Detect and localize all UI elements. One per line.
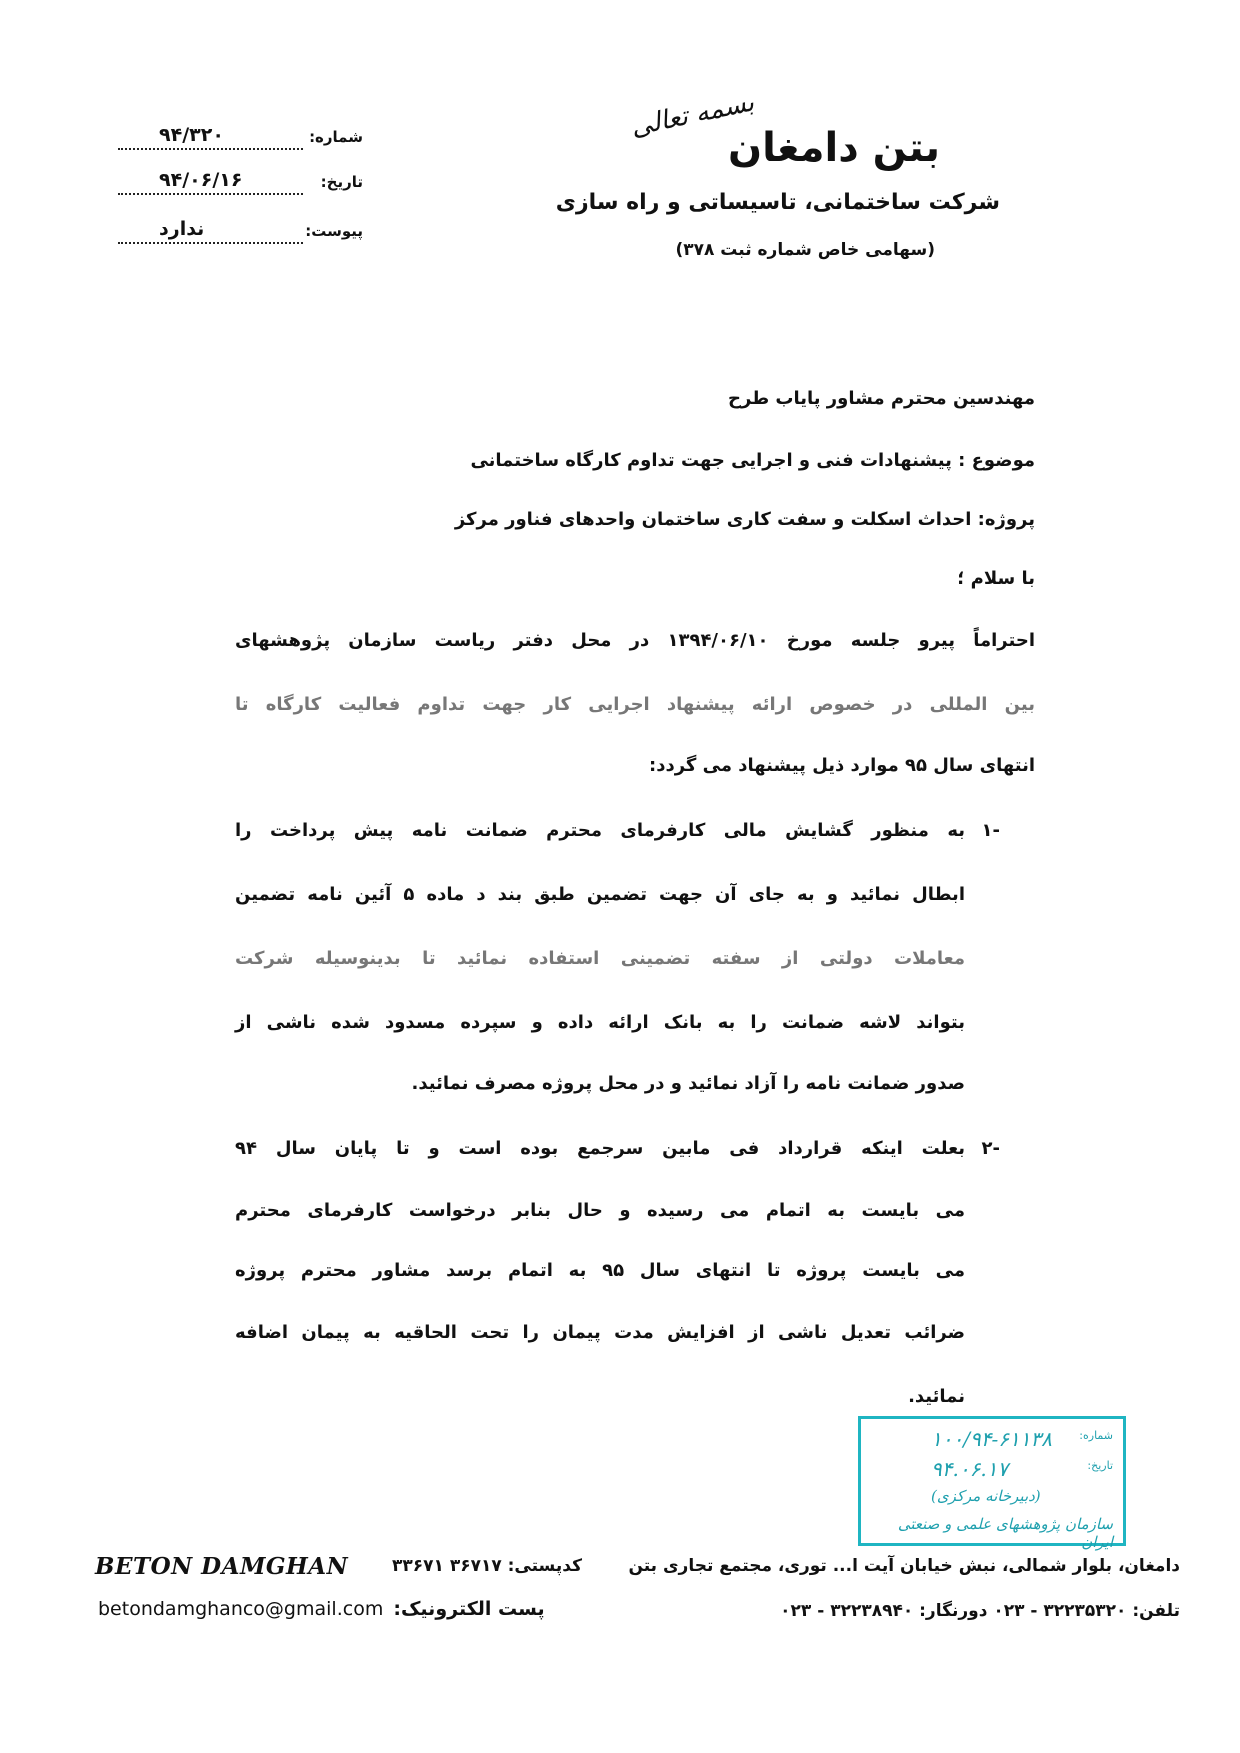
footer-company-name: BETON DAMGHAN	[95, 1553, 349, 1580]
item-line: معاملات دولتی از سفته تضمینی استفاده نمائید تا بدینوسیله شرکت	[235, 948, 965, 969]
footer-email-label: پست الکترونیک:	[393, 1598, 545, 1620]
intro-line: انتهای سال ۹۵ موارد ذیل پیشنهاد می گردد:	[649, 755, 1035, 776]
stamp-number-value: ۱۰۰/۹۴-۶۱۱۳۸	[931, 1427, 1052, 1451]
item-line: به منظور گشایش مالی کارفرمای محترم ضمانت نامه پیش پرداخت را	[235, 820, 965, 841]
letter-date-row	[118, 169, 363, 199]
footer-email[interactable]: betondamghanco@gmail.com	[98, 1598, 384, 1620]
subject-line: موضوع : پیشنهادات فنی و اجرایی جهت تداوم کارگاه ساختمانی	[470, 450, 1035, 471]
letter-date-label: تاریخ:	[320, 173, 363, 191]
received-stamp	[858, 1416, 1126, 1551]
greeting: با سلام ؛	[957, 568, 1035, 589]
item-line: ضرائب تعدیل ناشی از افزایش مدت پیمان را تحت الحاقیه به پیمان اضافه	[235, 1322, 965, 1343]
project-line: پروژه: احداث اسکلت و سفت کاری ساختمان واحدهای فناور مرکز	[454, 509, 1035, 530]
stamp-date-label: تاریخ:	[1087, 1459, 1113, 1472]
item-line: می بایست به اتمام می رسیده و حال بنابر درخواست کارفرمای محترم	[235, 1200, 965, 1221]
stamp-number-row	[871, 1427, 1113, 1453]
footer-postal-code	[392, 1556, 582, 1576]
item-line: ابطال نمائید و به جای آن جهت تضمین طبق بند د ماده ۵ آئین نامه تضمین	[235, 884, 965, 905]
basmala: بسمه تعالی	[628, 87, 757, 143]
addressee: مهندسین محترم مشاور پایاب طرح	[728, 388, 1035, 409]
dotted-line	[118, 242, 303, 244]
letter-date-value: ۹۴/۰۶/۱۶	[156, 169, 245, 191]
stamp-office-row	[871, 1487, 1113, 1513]
footer-postal-value: ۳۶۷۱۷ ۳۳۶۷۱	[392, 1556, 502, 1576]
letter-attachment-value: ندارد	[156, 218, 207, 240]
stamp-date-value: ۹۴.۰۶.۱۷	[931, 1457, 1009, 1481]
stamp-date-row	[871, 1457, 1113, 1483]
company-registration: (سهامی خاص شماره ثبت ۳۷۸)	[675, 240, 935, 260]
intro-line: بین المللی در خصوص ارائه پیشنهاد اجرایی کار جهت تداوم فعالیت کارگاه تا	[235, 694, 1035, 715]
letter-number-label: شماره:	[309, 128, 363, 146]
footer-email-block	[98, 1598, 545, 1620]
letter-attachment-row	[118, 218, 363, 248]
footer-phone-fax: تلفن: ۳۲۲۳۵۳۲۰ - ۰۲۳ دورنگار: ۳۲۲۳۸۹۴۰ - ۰۲۳	[780, 1601, 1180, 1621]
stamp-organization: سازمان پژوهشهای علمی و صنعتی ایران	[897, 1515, 1113, 1551]
company-description: شرکت ساختمانی، تاسیساتی و راه سازی	[555, 190, 1000, 215]
stamp-organization-row	[871, 1515, 1113, 1551]
intro-line: احتراماً پیرو جلسه مورخ ۱۳۹۴/۰۶/۱۰ در محل دفتر ریاست سازمان پژوهشهای	[235, 630, 1035, 651]
stamp-number-label: شماره:	[1079, 1429, 1113, 1442]
stamp-office: (دبیرخانه مرکزی)	[931, 1487, 1041, 1505]
item-line: نمائید.	[908, 1386, 965, 1407]
item-line: صدور ضمانت نامه را آزاد نمائید و در محل پروژه مصرف نمائید.	[411, 1073, 965, 1094]
dotted-line	[118, 193, 303, 195]
letter-number-value: ۹۴/۳۲۰	[156, 124, 227, 146]
dotted-line	[118, 148, 303, 150]
footer-postal-label: کدپستی:	[507, 1556, 582, 1576]
item-line: بعلت اینکه قرارداد فی مابین سرجمع بوده است و تا پایان سال ۹۴	[235, 1138, 965, 1159]
footer-address: دامغان، بلوار شمالی، نبش خیابان آیت ا... توری، مجتمع تجاری بتن	[628, 1556, 1180, 1576]
item-line: بتواند لاشه ضمانت را به بانک ارائه داده و سپرده مسدود شده ناشی از	[235, 1012, 965, 1033]
item-line: می بایست پروژه تا انتهای سال ۹۵ به اتمام برسد مشاور محترم پروژه	[235, 1260, 965, 1281]
item-number: ۱-	[981, 820, 1000, 841]
company-name: بتن دامغان	[727, 125, 940, 171]
item-number: ۲-	[981, 1138, 1000, 1159]
letter-number-row	[118, 124, 363, 154]
letter-attachment-label: پیوست:	[305, 222, 363, 240]
